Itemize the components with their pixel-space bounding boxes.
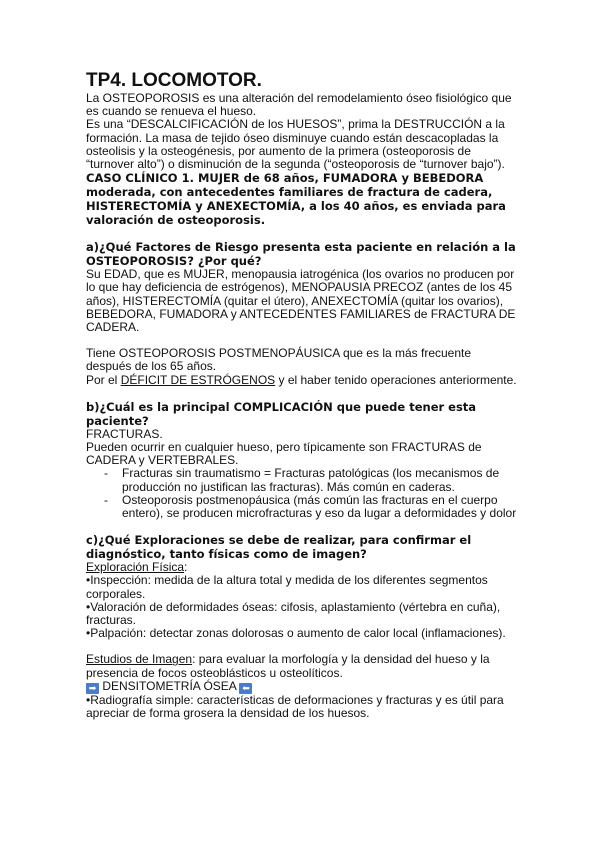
colon: : (184, 560, 188, 575)
densitometria-line (86, 680, 518, 694)
radiografia-item: •Radiografía simple: características de deformaciones y fracturas y es útil para apreciar de forma grosera la densidad de los huesos. (86, 692, 504, 721)
answer-a-por-underlined: DÉFICIT DE ESTRÓGENOS (120, 372, 276, 387)
answer-a: Su EDAD, que es MUJER, menopausia iatrogénica (los ovarios no producen por lo que hay deficiencia de estrógenos), MENOPAUSIA PRECOZ (antes de los 45 años), HISTERECTOMÍA (quitar el útero), ANEXECTOMÍA (quitar los ovarios), BEBEDORA, FUMADORA y ANTECEDENTES FAMILIARES de FRACTURA DE CADERA. (86, 267, 516, 335)
estudios-imagen-label: Estudios de Imagen (86, 652, 193, 667)
answer-a-por-prefix: Por el (86, 372, 121, 387)
list-item: - Fracturas sin traumatismo = Fracturas patológicas (los mecanismos de producción no justifican las fracturas). Más común en caderas. (122, 467, 518, 493)
fisica-item-inspeccion: •Inspección: medida de la altura total y medida de los diferentes segmentos corporales. (86, 573, 488, 601)
question-c: c)¿Qué Exploraciones se debe de realizar, para confirmar el diagnóstico, tanto físicas como de imagen? (86, 533, 472, 562)
fisica-item-valoracion: •Valoración de deformidades óseas: cifosis, aplastamiento (vértebra en cuña), fracturas. (86, 599, 501, 628)
clinical-case: CASO CLÍNICO 1. MUJER de 68 años, FUMADORA y BEBEDORA moderada, con antecedentes familiares de fractura de cadera, HISTERECTOMÍA y ANEXECTOMÍA, a los 40 años, es enviada para valoración de osteoporosis. (86, 171, 506, 228)
list-item: - Osteoporosis postmenopáusica (más común las fracturas en el cuerpo entero), se producen microfracturas y eso da lugar a deformidades y dolor (122, 494, 518, 520)
answer-b-title: FRACTURAS. (86, 426, 163, 441)
answer-b-list (86, 467, 518, 520)
arrow-left-icon: ⬅ (239, 683, 252, 694)
answer-a-tiene: Tiene OSTEOPOROSIS POSTMENOPÁUSICA que es la más frecuente después de los 65 años. (86, 346, 472, 374)
question-b: b)¿Cuál es la principal COMPLICACIÓN que puede tener esta paciente? (86, 399, 477, 428)
answer-a-por-suffix: y el haber tenido operaciones anteriormente. (275, 372, 517, 387)
fisica-item-palpacion: •Palpación: detectar zonas dolorosas o aumento de calor local (inflamaciones). (86, 626, 506, 641)
answer-a-por (86, 374, 518, 387)
exploracion-fisica-label: Exploración Física (86, 560, 185, 575)
arrow-right-icon: ➡ (86, 683, 99, 694)
intro-paragraph-1: La OSTEOPOROSIS es una alteración del remodelamiento óseo fisiológico que es cuando se renueva el hueso. (86, 91, 512, 119)
document-page (86, 70, 518, 720)
estudios-imagen (86, 653, 518, 679)
question-a: a)¿Qué Factores de Riesgo presenta esta paciente en relación a la OSTEOPOROSIS? ¿Por qué? (86, 240, 516, 269)
page-title: TP4. LOCOMOTOR. (86, 70, 262, 91)
estudios-imagen-text: : para evaluar la morfología y la densidad del hueso y la presencia de focos osteoblásticos u osteolíticos. (86, 652, 490, 680)
intro-paragraph-2: Es una “DESCALCIFICACIÓN de los HUESOS”, prima la DESTRUCCIÓN a la formación. La masa de tejido óseo disminuye cuando están descacopladas la osteolisis y la osteogénesis, por aumento de la primera (osteoporosis de “turnover alto”) o disminución de la segunda (“osteoporosis de “turnover bajo”). (86, 117, 505, 172)
densitometria-label: DENSITOMETRÍA ÓSEA (99, 678, 240, 693)
answer-b-body: Pueden ocurrir en cualquier hueso, pero típicamente son FRACTURAS de CADERA y VERTEBRALES. (86, 440, 482, 468)
